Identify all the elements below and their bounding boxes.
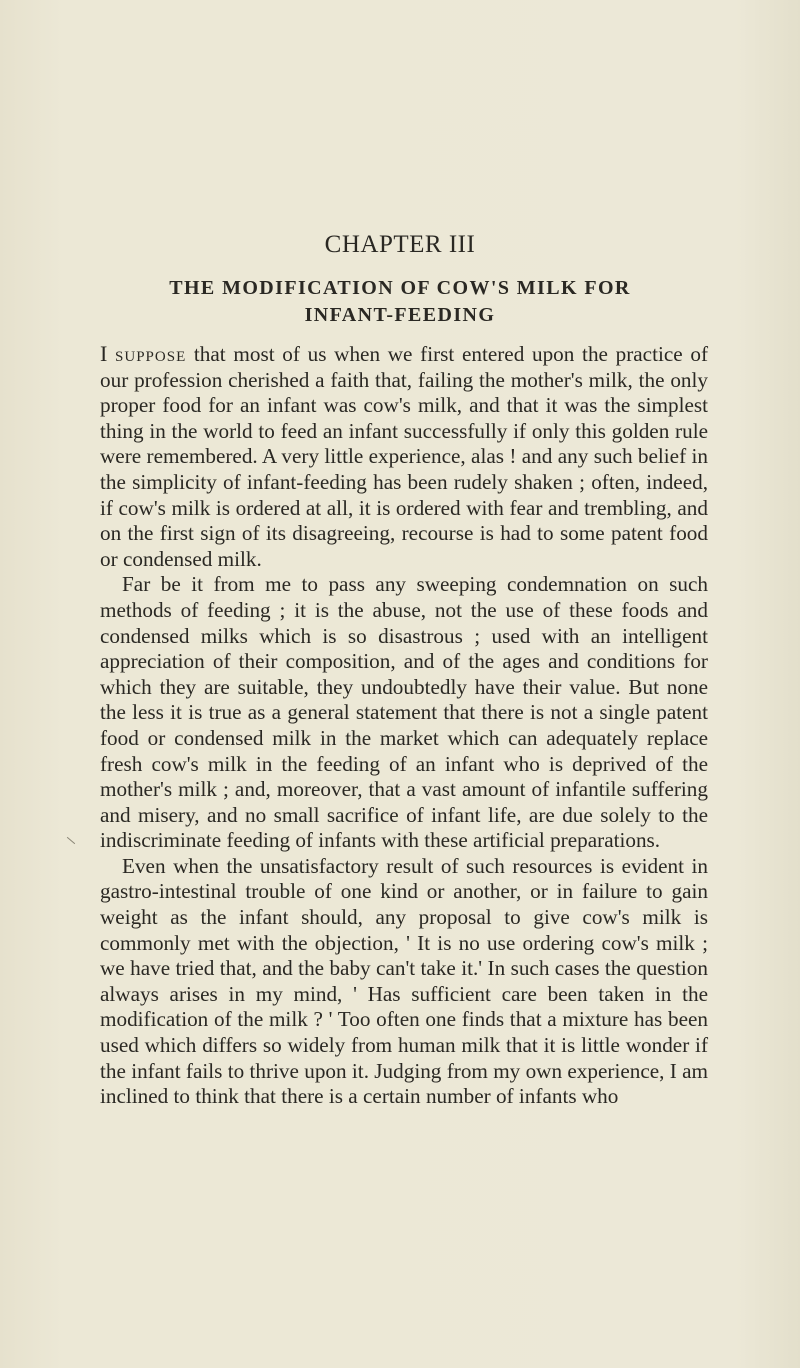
initial-letter: I: [100, 341, 108, 366]
body-text: [100, 341, 708, 1110]
chapter-heading: CHAPTER III: [324, 231, 476, 258]
chapter-title: THE MODIFICATION OF COW'S MILK FOR INFANT-FEEDING: [169, 277, 631, 326]
opening-word: suppose: [115, 342, 187, 366]
paragraph-2: Far be it from me to pass any sweeping condemnation on such methods of feeding ; it is the abuse, not the use of these foods and condensed milks which is so disastrous ; used with an intelligent appreciation of their composition, and of the ages and conditions for which they are suitable, they undoubtedly have their value. But none the less it is true as a general statement that there is not a single patent food or condensed milk in the market which can adequately replace fresh cow's milk in the feeding of an infant who is deprived of the mother's milk ; and, moreover, that a vast amount of infantile suffering and misery, and no small sacrifice of infant life, are due solely to the indiscriminate feeding of infants with these artificial preparations.: [100, 572, 708, 853]
paragraph-1: [100, 341, 708, 572]
paragraph-1-text: that most of us when we first entered upon the practice of our profession cherished a faith that, failing the mother's milk, the only proper food for an infant was cow's milk, and that it was the simplest thing in the world to feed an infant successfully if only this golden rule were remembered. A very little experience, alas ! and any such belief in the simplicity of infant-feeding has been rudely shaken ; often, indeed, if cow's milk is ordered at all, it is ordered with fear and trembling, and on the first sign of its disagreeing, recourse is had to some patent food or condensed milk.: [100, 342, 709, 571]
paragraph-3: Even when the unsatisfactory result of such resources is evident in gastro-intestinal trouble of one kind or another, or in failure to gain weight as the infant should, any proposal to give cow's milk is commonly met with the objection, ' It is no use ordering cow's milk ; we have tried that, and the baby can't take it.' In such cases the question always arises in my mind, ' Has sufficient care been taken in the modification of the milk ? ' Too often one finds that a mixture has been used which differs so widely from human milk that it is little wonder if the infant fails to thrive upon it. Judging from my own experience, I am inclined to think that there is a certain number of infants who: [100, 853, 708, 1109]
margin-mark: [67, 837, 75, 844]
